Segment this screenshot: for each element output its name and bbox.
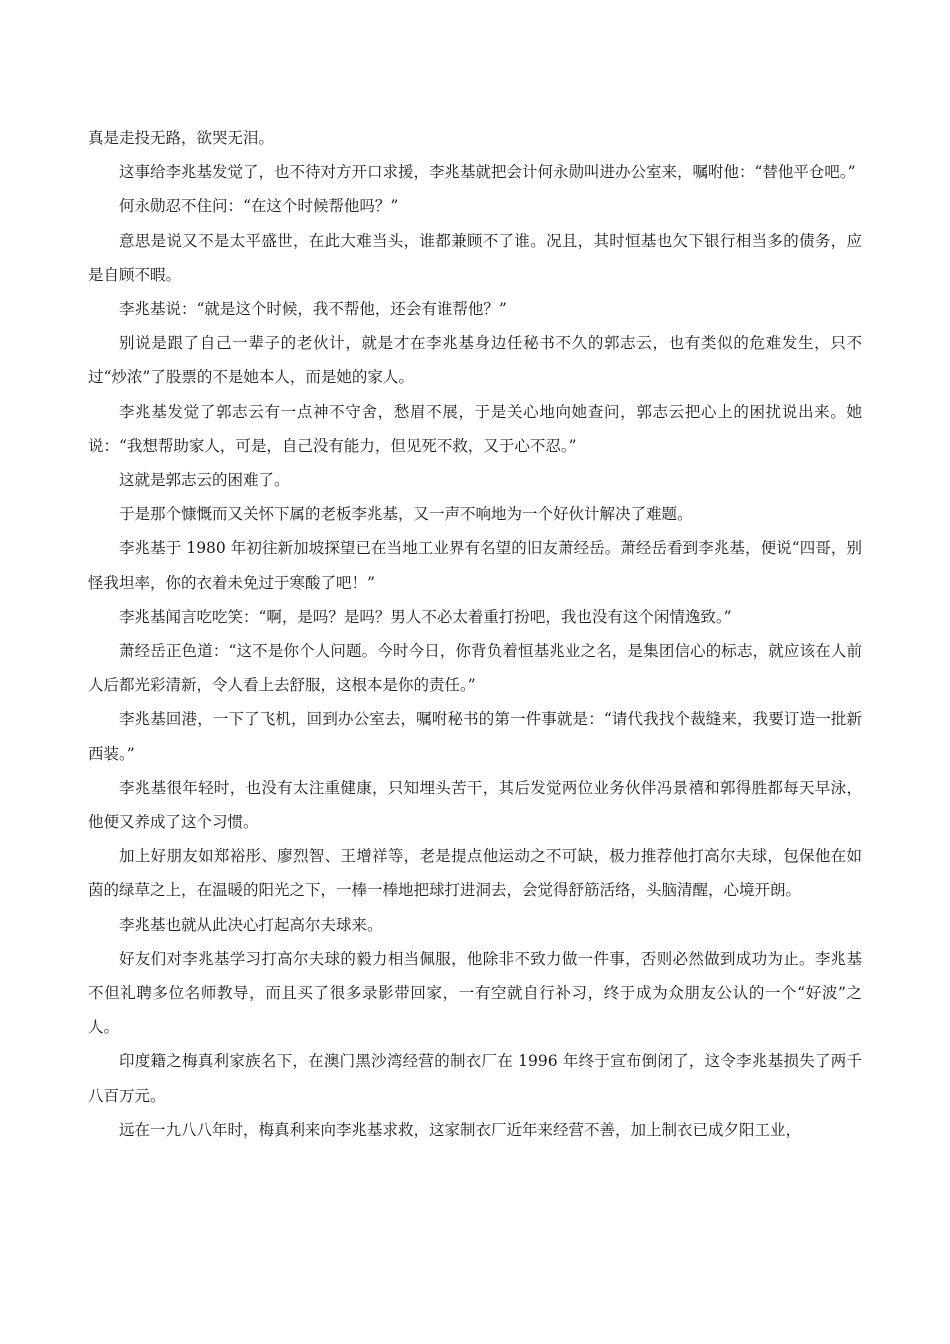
paragraph: 李兆基发觉了郭志云有一点神不守舍，愁眉不展，于是关心地向她查问，郭志云把心上的困扰说出来。她说：“我想帮助家人，可是，自己没有能力，但见死不救，又于心不忍。” [88, 402, 862, 455]
paragraph: 李兆基于 1980 年初往新加坡探望已在当地工业界有名望的旧友萧经岳。萧经岳看到李兆基，便说“四哥，别怪我坦率，你的衣着未免过于寒酸了吧！” [88, 539, 862, 592]
paragraph: 这事给李兆基发觉了，也不待对方开口求援，李兆基就把会计何永勋叫进办公室来，嘱咐他：“替他平仓吧。” [119, 163, 856, 182]
paragraph: 李兆基闻言吃吃笑：“啊，是吗？是吗？男人不必太着重打扮吧，我也没有这个闲情逸致。” [119, 607, 732, 626]
paragraph: 何永勋忍不住问：“在这个时候帮他吗？” [119, 197, 399, 216]
paragraph: 于是那个慷慨而又关怀下属的老板李兆基，又一声不响地为一个好伙计解决了难题。 [119, 505, 693, 524]
paragraph: 真是走投无路，欲哭无泪。 [88, 129, 275, 147]
paragraph: 萧经岳正色道：“这不是你个人问题。今时今日，你背负着恒基兆业之名，是集团信心的标志，就应该在人前人后都光彩清新，令人看上去舒服，这根本是你的责任。” [88, 642, 862, 695]
paragraph: 意思是说又不是太平盛世，在此大难当头，谁都兼顾不了谁。况且，其时恒基也欠下银行相当多的债务，应是自顾不暇。 [88, 231, 862, 284]
paragraph: 加上好朋友如郑裕彤、廖烈智、王增祥等，老是提点他运动之不可缺，极力推荐他打高尔夫球，包保他在如茵的绿草之上，在温暖的阳光之下，一棒一棒地把球打进洞去，会觉得舒筋活络，头脑清醒，心境开朗。 [88, 847, 862, 900]
paragraph: 别说是跟了自己一辈子的老伙计，就是才在李兆基身边任秘书不久的郭志云，也有类似的危难发生，只不过“炒浓”了股票的不是她本人，而是她的家人。 [88, 334, 862, 387]
paragraph: 李兆基也就从此决心打起高尔夫球来。 [119, 915, 383, 934]
paragraph: 李兆基说：“就是这个时候，我不帮他，还会有谁帮他？” [119, 300, 507, 319]
document-page [88, 121, 862, 1147]
paragraph: 李兆基很年轻时，也没有太注重健康，只知埋头苦干，其后发觉两位业务伙伴冯景禧和郭得胜都每天早泳，他便又养成了这个习惯。 [88, 778, 862, 832]
paragraph: 好友们对李兆基学习打高尔夫球的毅力相当佩服，他除非不致力做一件事，否则必然做到成功为止。李兆基不但礼聘多位名师教导，而且买了很多录影带回家，一有空就自行补习，终于成为众朋友公认的一个“好波”之人。 [88, 949, 862, 1037]
paragraph: 印度籍之梅真利家族名下，在澳门黑沙湾经营的制衣厂在 1996 年终于宣布倒闭了，这令李兆基损失了两千八百万元。 [88, 1052, 862, 1105]
paragraph: 这就是郭志云的困难了。 [119, 471, 290, 490]
paragraph: 李兆基回港，一下了飞机，回到办公室去，嘱咐秘书的第一件事就是：“请代我找个裁缝来，我要订造一批新西装。” [88, 710, 862, 763]
paragraph: 远在一九八八年时，梅真利来向李兆基求救，这家制衣厂近年来经营不善，加上制衣已成夕阳工业， [119, 1120, 802, 1139]
